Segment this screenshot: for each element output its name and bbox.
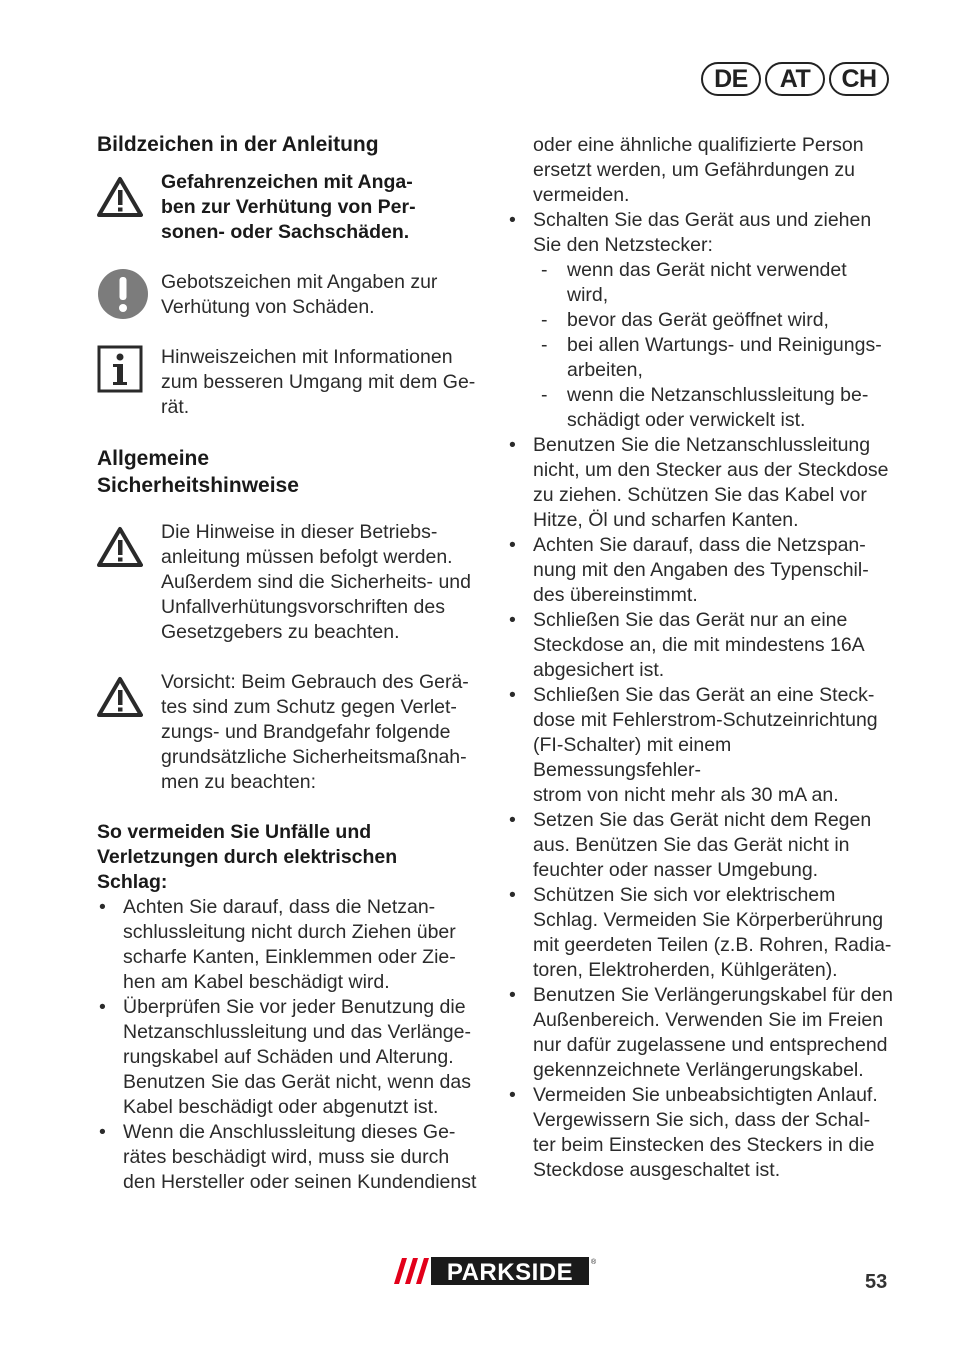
list-item: • Schalten Sie das Gerät aus und ziehen Sie den Netzstecker:: [507, 208, 899, 258]
parkside-logo: [390, 1255, 598, 1287]
warning-triangle-icon: [97, 176, 143, 218]
warning-symbol-row: [97, 170, 487, 245]
heading-symbols: Bildzeichen in der Anleitung: [97, 133, 379, 156]
left-column: [97, 131, 487, 1195]
gebot-symbol-text: Gebotszeichen mit Angaben zur Verhütung von Schäden.: [161, 271, 438, 318]
sub-list-item: - bei allen Wartungs- und Reinigungs- arbeiten,: [507, 333, 899, 383]
list-item: • Benutzen Sie die Netzanschlussleitung nicht, um den Stecker aus der Steckdose zu ziehen. Schützen Sie das Kabel vor Hitze, Öl und scharfen Kanten.: [507, 433, 899, 533]
list-item: • Achten Sie darauf, dass die Netzan- schlussleitung nicht durch Ziehen über scharfe Kanten, Einklemmen oder Zie- hen am Kabel beschädigt wird.: [97, 895, 487, 995]
continuation-text: oder eine ähnliche qualifizierte Person ersetzt werden, um Gefährdungen zu vermeiden.: [533, 134, 864, 206]
warning-symbol-text: Gefahrenzeichen mit Anga- ben zur Verhütung von Per- sonen- oder Sachschäden.: [161, 171, 416, 243]
brand-text: PARKSIDE: [446, 1259, 574, 1286]
badge-de: DE: [701, 62, 761, 96]
gebot-symbol-row: [97, 270, 487, 320]
sub-list-item: - wenn die Netzanschlussleitung be- schädigt oder verwickelt ist.: [507, 383, 899, 433]
registered-mark: ®: [591, 1259, 597, 1266]
heading-general-safety: Allgemeine Sicherheitshinweise: [97, 447, 299, 497]
list-item: • Schließen Sie das Gerät nur an eine Steckdose an, die mit mindestens 16A abgesichert ist.: [507, 608, 899, 683]
exclamation-circle-icon: [97, 268, 149, 320]
list-item: • Wenn die Anschlussleitung dieses Ge- rätes beschädigt wird, muss sie durch den Hersteller oder seinen Kundendienst: [97, 1120, 487, 1195]
sub-list-item: - wenn das Gerät nicht verwendet wird,: [507, 258, 899, 308]
info-icon: [97, 345, 143, 393]
safety-note-row-1: [97, 520, 487, 645]
badge-at: AT: [765, 62, 825, 96]
list-item: • Vermeiden Sie unbeabsichtigten Anlauf. Vergewissern Sie sich, dass der Schal- ter beim Einstecken des Steckers in die Steckdose ausgeschaltet ist.: [507, 1083, 899, 1183]
sub-list-item: - bevor das Gerät geöffnet wird,: [507, 308, 899, 333]
warning-triangle-icon: [97, 676, 143, 718]
list-item: • Benutzen Sie Verlängerungskabel für den Außenbereich. Verwenden Sie im Freien nur dafür zugelassene und entsprechend gekennzeichnete Verlängerungskabel.: [507, 983, 899, 1083]
safety-note-text-2: Vorsicht: Beim Gebrauch des Gerä- tes sind zum Schutz gegen Verlet- zungs- und Brandgefahr folgende grundsätzliche Sicherheitsmaßnah- men zu beachten:: [161, 671, 469, 793]
warning-triangle-icon: [97, 526, 143, 568]
safety-note-text-1: Die Hinweise in dieser Betriebs- anleitung müssen befolgt werden. Außerdem sind die Sicherheits- und Unfallverhütungsvorschriften des Gesetzgebers zu beachten.: [161, 521, 471, 643]
safety-note-row-2: [97, 670, 487, 795]
parkside-logo-mark: [390, 1255, 598, 1287]
info-symbol-row: [97, 345, 487, 420]
list-item: • Setzen Sie das Gerät nicht dem Regen aus. Benützen Sie das Gerät nicht in feuchter oder nasser Umgebung.: [507, 808, 899, 883]
info-symbol-text: Hinweiszeichen mit Informationen zum besseren Umgang mit dem Ge- rät.: [161, 346, 476, 418]
language-badges: [701, 62, 889, 96]
page-number: 53: [865, 1271, 888, 1293]
list-item: • Schützen Sie sich vor elektrischem Schlag. Vermeiden Sie Körperberührung mit geerdeten Teilen (z.B. Rohren, Radia- toren, Elektroherden, Kühlgeräten).: [507, 883, 899, 983]
list-item: • Achten Sie darauf, dass die Netzspan- nung mit den Angaben des Typenschil- des übereinstimmt.: [507, 533, 899, 608]
badge-ch: CH: [829, 62, 889, 96]
list-item: • Schließen Sie das Gerät an eine Steck- dose mit Fehlerstrom-Schutzeinrichtung (FI-Schalter) mit einem Bemessungsfehler- strom von nicht mehr als 30 mA an.: [507, 683, 899, 808]
list-item: • Überprüfen Sie vor jeder Benutzung die Netzanschlussleitung und das Verlänge- rungskabel auf Schäden und Alterung. Benutzen Sie das Gerät nicht, wenn das Kabel beschädigt oder abgenutzt ist.: [97, 995, 487, 1120]
right-column: [507, 133, 899, 1183]
heading-electric-shock: So vermeiden Sie Unfälle und Verletzungen durch elektrischen Schlag:: [97, 821, 398, 893]
